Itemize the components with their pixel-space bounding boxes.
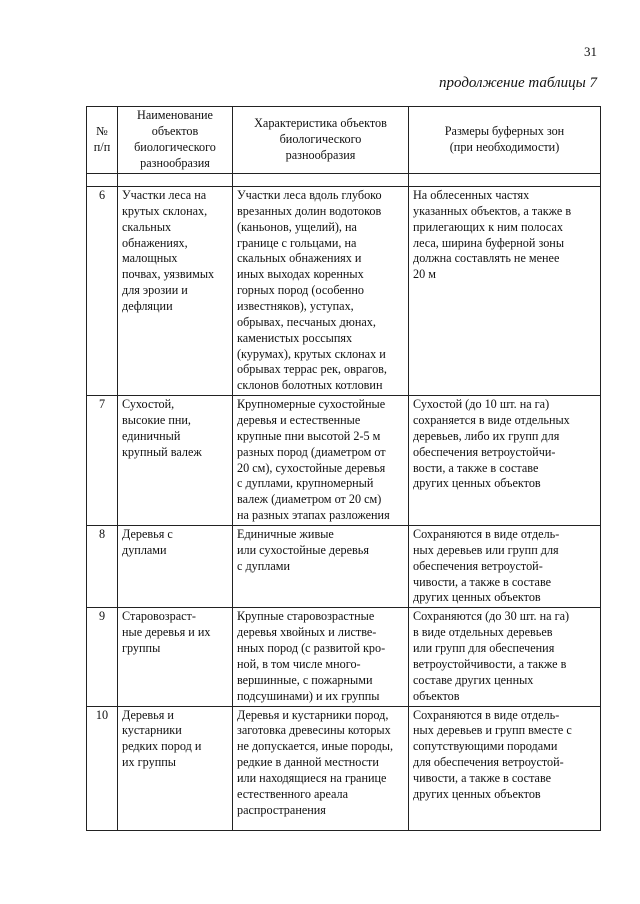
biodiversity-objects-table: [86, 106, 601, 831]
spacer-cell: [87, 174, 118, 187]
buffer-zone: Сохраняются в виде отдель- ных деревьев и групп вместе с сопутствующими породами для обеспечения ветроустой- чивости, а также в составе других ценных объектов: [409, 706, 601, 830]
row-number: 7: [87, 396, 118, 526]
row-number: 8: [87, 526, 118, 608]
header-number: № п/п: [87, 107, 118, 174]
object-name: Участки леса на крутых склонах, скальных обнажениях, малощных почвах, уязвимых для эрозии и дефляции: [118, 187, 233, 396]
object-name: Деревья и кустарники редких пород и их группы: [118, 706, 233, 830]
buffer-zone: Сохраняются (до 30 шт. на га) в виде отдельных деревьев или групп для обеспечения ветроустойчивости, а также в составе других ценных объектов: [409, 608, 601, 706]
spacer-cell: [233, 174, 409, 187]
table-row: [87, 187, 601, 396]
table-row: [87, 526, 601, 608]
object-description: Крупные старовозрастные деревья хвойных и листве- нных пород (с развитой кро- ной, в том числе много- вершинные, с пожарными подсушинами) и их группы: [233, 608, 409, 706]
header-buffer-zone-size: Размеры буферных зон (при необходимости): [409, 107, 601, 174]
row-number: 10: [87, 706, 118, 830]
buffer-zone: На облесенных частях указанных объектов, а также в прилегающих к ним полосах леса, ширина буферной зоны должна составлять не менее 20 м: [409, 187, 601, 396]
spacer-cell: [118, 174, 233, 187]
row-number: 6: [87, 187, 118, 396]
table-spacer-row: [87, 174, 601, 187]
object-description: Деревья и кустарники пород, заготовка древесины которых не допускается, иные породы, редкие в данной местности или находящиеся на границе естественного ареала распространения: [233, 706, 409, 830]
header-object-characteristics: Характеристика объектов биологического разнообразия: [233, 107, 409, 174]
object-name: Сухостой, высокие пни, единичный крупный валеж: [118, 396, 233, 526]
object-name: Деревья с дуплами: [118, 526, 233, 608]
spacer-cell: [409, 174, 601, 187]
buffer-zone: Сохраняются в виде отдель- ных деревьев или групп для обеспечения ветроустой- чивости, а также в составе других ценных объектов: [409, 526, 601, 608]
object-description: Крупномерные сухостойные деревья и естественные крупные пни высотой 2-5 м разных пород (диаметром от 20 см), сухостойные деревья с дуплами, крупномерный валеж (диаметром от 20 см) на разных этапах разложения: [233, 396, 409, 526]
table-row: [87, 706, 601, 830]
page-number: 31: [584, 44, 597, 59]
table-header-row: [87, 107, 601, 174]
object-name: Старовозраст- ные деревья и их группы: [118, 608, 233, 706]
buffer-zone: Сухостой (до 10 шт. на га) сохраняется в виде отдельных деревьев, либо их групп для обеспечения ветроустойчи- вости, а также в составе других ценных объектов: [409, 396, 601, 526]
row-number: 9: [87, 608, 118, 706]
object-description: Участки леса вдоль глубоко врезанных долин водотоков (каньонов, ущелий), на границе с гольцами, на скальных обнажениях и иных выходах коренных горных пород (особенно известняков), уступах, обрывах, песчаных дюнах, каменистых россыпях (курумах), крутых склонах и обрывах террас рек, оврагов, склонов болотных котловин: [233, 187, 409, 396]
object-description: Единичные живые или сухостойные деревья с дуплами: [233, 526, 409, 608]
header-object-name: Наименование объектов биологического разнообразия: [118, 107, 233, 174]
table-row: [87, 396, 601, 526]
table-continuation-caption: продолжение таблицы 7: [439, 75, 597, 91]
table-row: [87, 608, 601, 706]
